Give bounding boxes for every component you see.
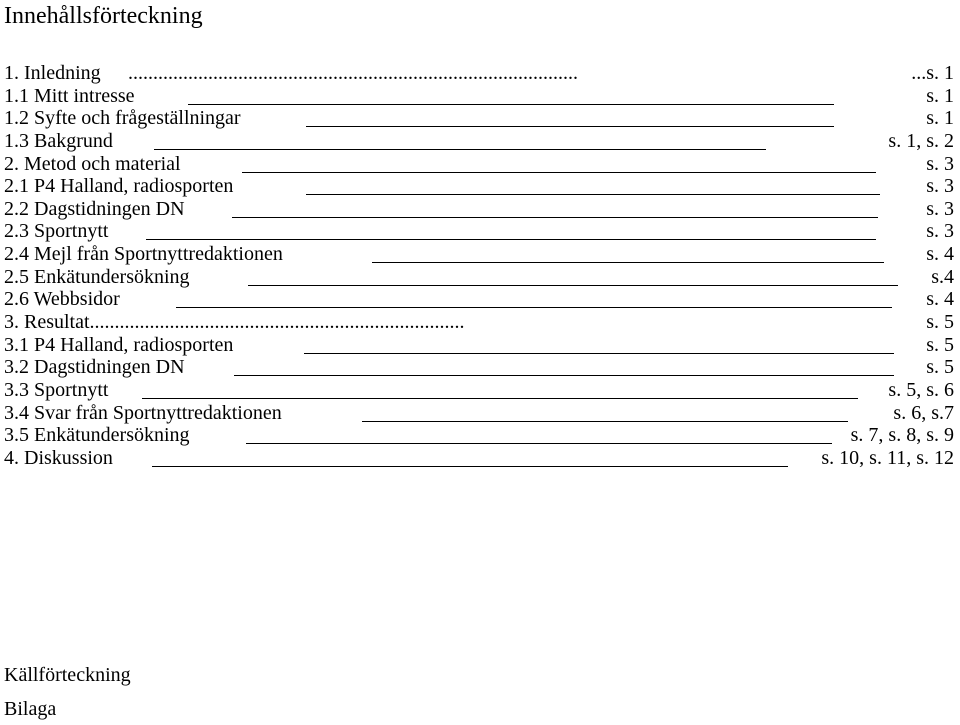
- toc-footer-item: Bilaga: [4, 698, 57, 720]
- toc-entry-label: 2.4 Mejl från Sportnyttredaktionen: [4, 243, 283, 266]
- toc-entry: [4, 379, 956, 402]
- toc-entry: [4, 447, 956, 470]
- toc-list: [4, 62, 956, 470]
- toc-entry-page: s. 4: [926, 288, 954, 311]
- toc-leader: [146, 220, 876, 240]
- toc-entry-label: 3.4 Svar från Sportnyttredaktionen: [4, 401, 282, 424]
- toc-entry: [4, 85, 956, 108]
- toc-entry: [4, 107, 956, 130]
- toc-leader: [152, 447, 788, 467]
- toc-entry-page: s. 10, s. 11, s. 12: [821, 446, 954, 469]
- toc-entry-label: 3.5 Enkätundersökning: [4, 424, 190, 447]
- toc-entry-page: s. 3: [926, 175, 954, 198]
- toc-entry: [4, 424, 956, 447]
- toc-entry-label: 3.3 Sportnytt: [4, 378, 109, 401]
- toc-entry: [4, 334, 956, 357]
- toc-entry: [4, 175, 956, 198]
- toc-leader: [372, 243, 884, 263]
- page-title: Innehållsförteckning: [4, 3, 203, 29]
- toc-entry-page: s. 6, s.7: [893, 401, 954, 424]
- toc-entry-label: 2. Metod och material: [4, 152, 181, 175]
- toc-entry: [4, 198, 956, 221]
- toc-entry-label: 1. Inledning: [4, 62, 101, 84]
- toc-entry-page: s. 5: [926, 311, 954, 334]
- toc-entry-label: 1.2 Syfte och frågeställningar: [4, 107, 241, 130]
- toc-entry: [4, 62, 956, 85]
- toc-entry: [4, 311, 956, 334]
- toc-entry-page: s. 5: [926, 333, 954, 356]
- toc-leader: ..........................................................................................: [128, 62, 578, 84]
- toc-entry-page: s. 3: [926, 197, 954, 220]
- toc-entry-page: s. 1: [926, 107, 954, 130]
- toc-leader: [306, 175, 880, 195]
- toc-entry: [4, 220, 956, 243]
- toc-leader: [142, 379, 858, 399]
- toc-entry-label: 3.1 P4 Halland, radiosporten: [4, 333, 234, 356]
- toc-leader: [176, 288, 892, 308]
- toc-entry: [4, 266, 956, 289]
- toc-leader: [362, 402, 848, 422]
- toc-footer-item: Källförteckning: [4, 664, 131, 686]
- toc-entry-label: 2.6 Webbsidor: [4, 288, 120, 311]
- toc-entry-page: s.4: [931, 265, 954, 288]
- toc-entry-page: s. 5, s. 6: [888, 378, 954, 401]
- toc-entry-label: 2.5 Enkätundersökning: [4, 265, 190, 288]
- toc-entry: [4, 153, 956, 176]
- toc-entry: [4, 288, 956, 311]
- toc-leader: [154, 130, 766, 150]
- toc-entry-page: s. 3: [926, 152, 954, 175]
- toc-entry-label: 4. Diskussion: [4, 446, 113, 469]
- toc-entry-page: s. 1: [926, 84, 954, 107]
- toc-entry-page: s. 3: [926, 220, 954, 243]
- toc-entry-label: 1.1 Mitt intresse: [4, 84, 135, 107]
- toc-leader: [234, 356, 894, 376]
- toc-entry-page: s. 1, s. 2: [888, 129, 954, 152]
- toc-leader: [232, 198, 878, 218]
- toc-entry-label: 2.3 Sportnytt: [4, 220, 109, 243]
- toc-entry-label: 1.3 Bakgrund: [4, 129, 113, 152]
- toc-leader: [242, 153, 876, 173]
- toc-leader: [306, 107, 834, 127]
- toc-leader: [248, 266, 898, 286]
- toc-entry-label: 3. Resultat...........................................................................: [4, 311, 465, 334]
- toc-leader: [188, 85, 834, 105]
- toc-entry: [4, 130, 956, 153]
- toc-entry: [4, 402, 956, 425]
- toc-entry-page: s. 7, s. 8, s. 9: [850, 424, 954, 447]
- toc-entry-label: 3.2 Dagstidningen DN: [4, 356, 185, 379]
- toc-entry-label: 2.2 Dagstidningen DN: [4, 197, 185, 220]
- toc-leader: [246, 424, 832, 444]
- toc-leader: [304, 334, 894, 354]
- toc-entry: [4, 356, 956, 379]
- toc-entry-label: 2.1 P4 Halland, radiosporten: [4, 175, 234, 198]
- toc-entry-page: s. 5: [926, 356, 954, 379]
- toc-entry-page: ...s. 1: [911, 62, 954, 84]
- toc-entry: [4, 243, 956, 266]
- toc-entry-page: s. 4: [926, 243, 954, 266]
